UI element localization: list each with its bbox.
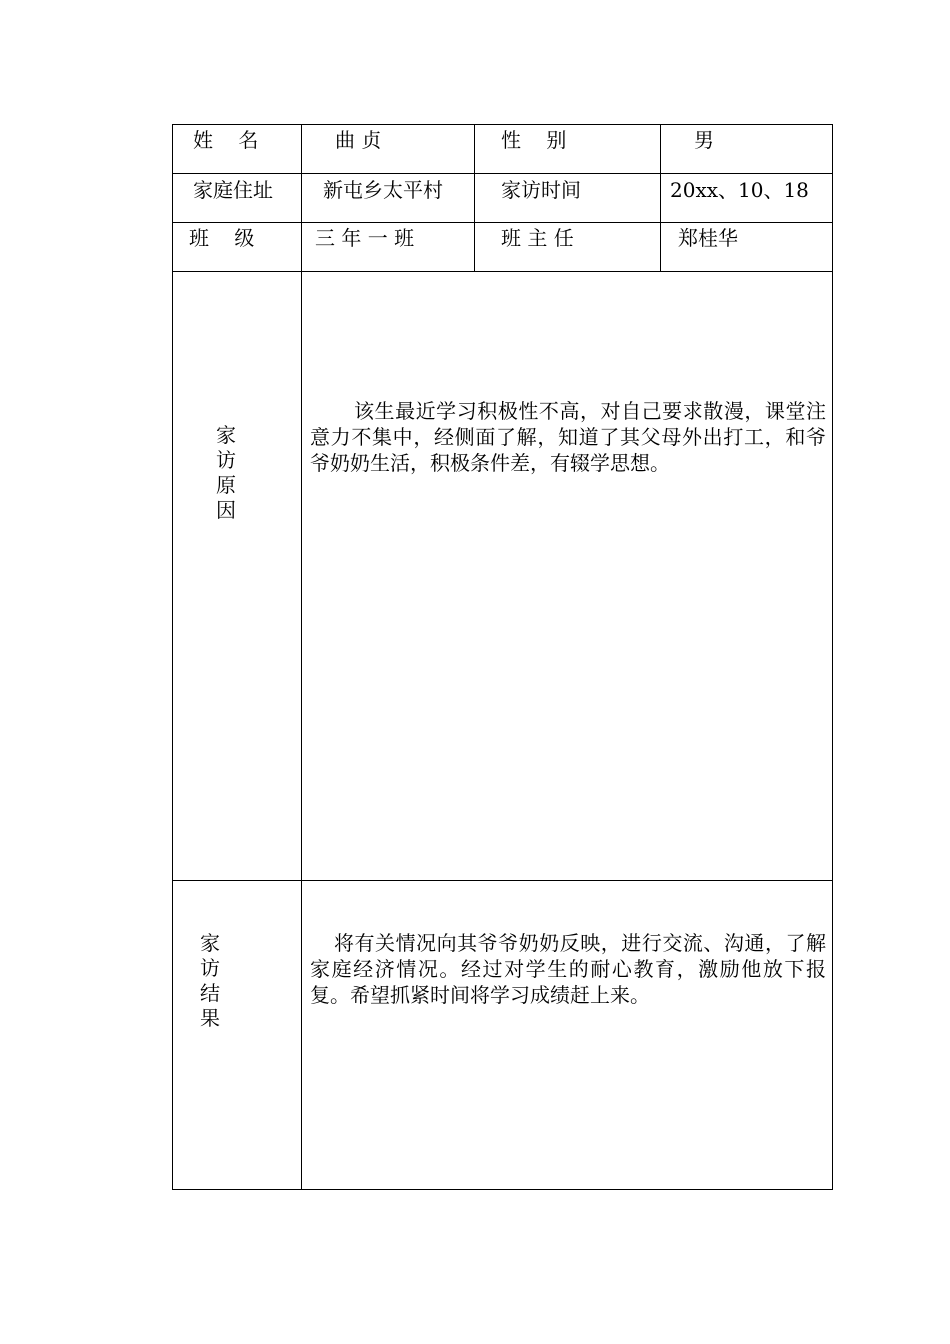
visit-time-label: 家访时间 <box>501 178 581 202</box>
label-char: 结 <box>200 981 220 1005</box>
row-divider <box>173 173 832 174</box>
class-label: 班 级 <box>189 226 255 250</box>
teacher-label: 班 主 任 <box>501 226 574 250</box>
label-char: 家 <box>200 931 220 955</box>
address-label: 家庭住址 <box>193 178 273 202</box>
name-value: 曲 贞 <box>335 128 382 152</box>
label-char: 访 <box>216 448 236 472</box>
label-char: 因 <box>216 498 236 522</box>
home-visit-form <box>172 124 833 1190</box>
name-label: 姓 名 <box>193 128 259 152</box>
label-char: 原 <box>216 473 236 497</box>
column-divider <box>660 125 661 271</box>
visit-result-text: 将有关情况向其爷爷奶奶反映，进行交流、沟通，了解家庭经济情况。经过对学生的耐心教育，激励他放下报复。希望抓紧时间将学习成绩赶上来。 <box>310 931 826 1007</box>
row-divider <box>173 271 832 272</box>
gender-value: 男 <box>694 128 714 152</box>
row-divider <box>173 222 832 223</box>
visit-reason-label <box>214 423 238 523</box>
row-divider <box>173 880 832 881</box>
visit-result-label <box>198 931 222 1031</box>
column-divider <box>474 125 475 271</box>
label-char: 访 <box>200 956 220 980</box>
teacher-value: 郑桂华 <box>678 226 738 250</box>
address-value: 新屯乡太平村 <box>323 178 443 202</box>
gender-label: 性 别 <box>501 128 567 152</box>
label-char: 家 <box>216 423 236 447</box>
label-char: 果 <box>200 1006 220 1030</box>
visit-time-value: 20xx、10、18 <box>670 178 809 202</box>
class-value: 三 年 一 班 <box>315 226 415 250</box>
column-divider <box>301 125 302 1189</box>
visit-reason-text: 该生最近学习积极性不高，对自己要求散漫，课堂注意力不集中，经侧面了解，知道了其父母外出打工，和爷爷奶奶生活，积极条件差，有辍学思想。 <box>310 399 826 475</box>
